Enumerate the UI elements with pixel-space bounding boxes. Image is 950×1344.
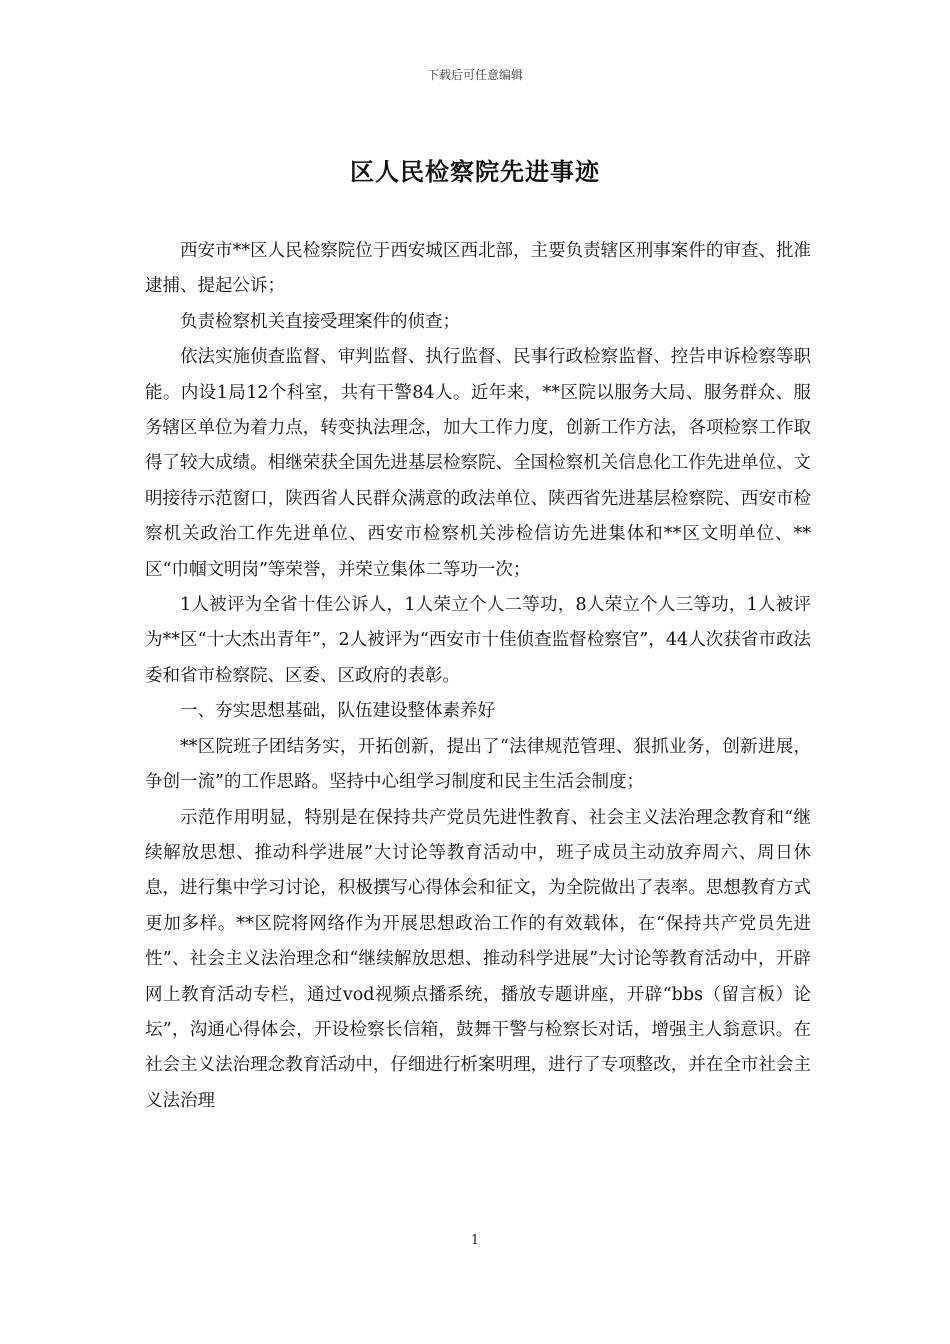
paragraph: **区院班子团结务实，开拓创新，提出了“法律规范管理、狠抓业务，创新进展，争创一流”的工作思路。坚持中心组学习制度和民主生活会制度； bbox=[145, 736, 811, 793]
document-title: 区人民检察院先进事迹 bbox=[350, 157, 600, 186]
paragraph: 依法实施侦查监督、审判监督、执行监督、民事行政检察监督、控告申诉检察等职能。内设1局12个科室，共有干警84人。近年来，**区院以服务大局、服务群众、服务辖区单位为着力点，转变执法理念，加大工作力度，创新工作方法，各项检察工作取得了较大成绩。相继荣获全国先进基层检察院、全国检察机关信息化工作先进单位、文明接待示范窗口，陕西省人民群众满意的政法单位、陕西省先进基层检察院、西安市检察机关政治工作先进单位、西安市检察机关涉检信访先进集体和**区文明单位、**区“巾帼文明岗”等荣誉，并荣立集体二等功一次； bbox=[145, 347, 811, 580]
header-note: 下载后可任意编辑 bbox=[426, 68, 523, 82]
paragraph: 负责检察机关直接受理案件的侦查； bbox=[180, 311, 460, 332]
section-heading: 一、夯实思想基础，队伍建设整体素养好 bbox=[180, 701, 495, 722]
paragraph: 示范作用明显，特别是在保持共产党员先进性教育、社会主义法治理念教育和“继续解放思想、推动科学进展”大讨论等教育活动中，班子成员主动放弃周六、周日休息，进行集中学习讨论，积极撰写心得体会和征文，为全院做出了表率。思想教育方式更加多样。**区院将网络作为开展思想政治工作的有效载体，在“保持共产党员先进性”、社会主义法治理念和“继续解放思想、推动科学进展”大讨论等教育活动中，开辟网上教育活动专栏，通过vod视频点播系统，播放专题讲座，开辟“bbs（留言板）论坛”，沟通心得体会，开设检察长信箱，鼓舞干警与检察长对话，增强主人翁意识。在社会主义法治理念教育活动中，仔细进行析案明理，进行了专项整改，并在全市社会主义法治理 bbox=[145, 807, 811, 1111]
paragraph: 西安市**区人民检察院位于西安城区西北部，主要负责辖区刑事案件的审查、批准逮捕、提起公诉； bbox=[145, 241, 811, 297]
paragraph: 1人被评为全省十佳公诉人，1人荣立个人二等功，8人荣立个人三等功，1人被评为**区“十大杰出青年”，2人被评为“西安市十佳侦查监督检察官”，44人次获省市政法委和省市检察院、区委、区政府的表彰。 bbox=[145, 595, 811, 686]
page-number: 1 bbox=[470, 1233, 480, 1248]
document-body bbox=[145, 234, 811, 1119]
